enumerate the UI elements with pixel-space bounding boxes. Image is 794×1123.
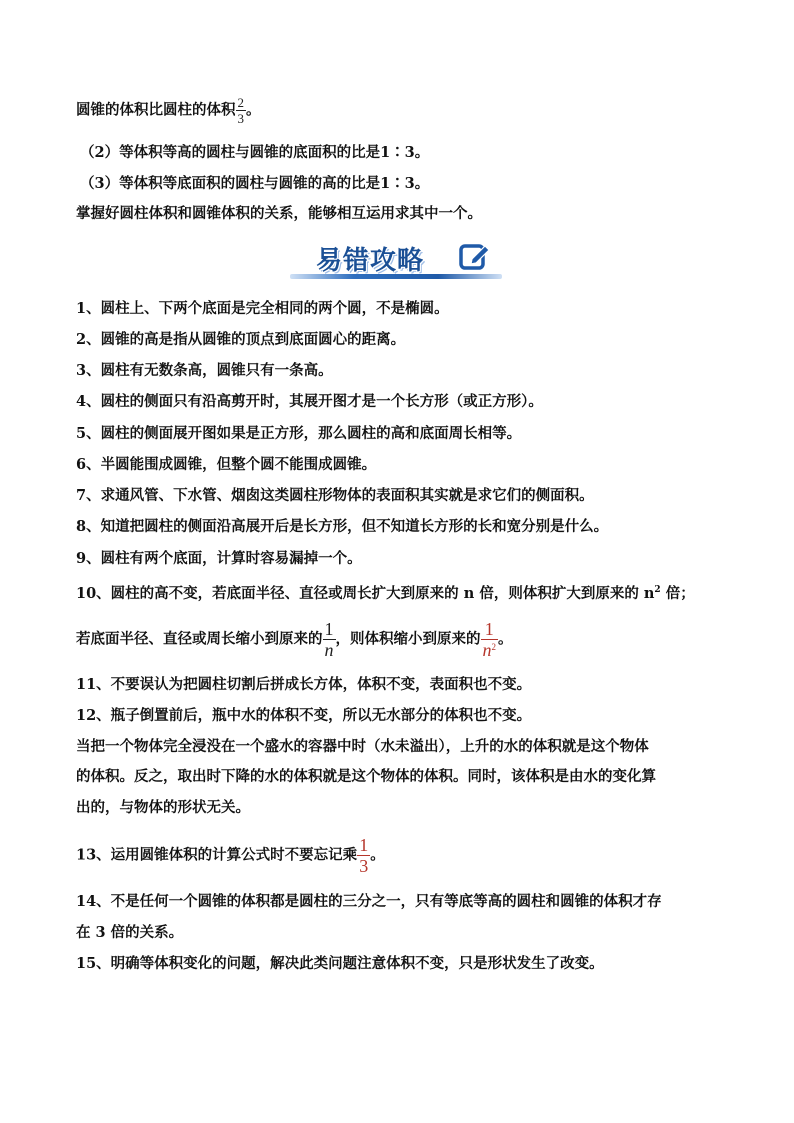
paragraph-12-line-2: 的体积。反之，取出时下降的水的体积就是这个物体的体积。同时，该体积是由水的变化算: [76, 768, 656, 785]
intro-line-1: 圆锥的体积比圆柱的体积 $\frac{2}{3}$ 。: [76, 95, 261, 126]
intro-line-4: 掌握好圆柱体积和圆锥体积的关系，能够相互运用求其中一个。: [76, 205, 482, 222]
list-item-11: 11、不要误认为把圆柱切割后拼成长方体，体积不变，表面积也不变。: [76, 676, 532, 693]
list-item-3: 3、圆柱有无数条高，圆锥只有一条高。: [76, 362, 333, 379]
intro-line-2: （2）等体积等高的圆柱与圆锥的底面积的比是1∶3。: [80, 144, 430, 161]
list-item-6: 6、半圆能围成圆锥，但整个圆不能围成圆锥。: [76, 456, 377, 473]
list-item-14-line-2: 在 3 倍的关系。: [76, 924, 184, 941]
list-item-2: 2、圆锥的高是指从圆锥的顶点到底面圆心的距离。: [76, 331, 406, 348]
section-banner: [290, 236, 502, 282]
paragraph-12-line-1: 当把一个物体完全浸没在一个盛水的容器中时（水未溢出），上升的水的体积就是这个物体: [76, 738, 649, 755]
banner-title: 易错攻略: [316, 246, 425, 276]
fraction-one-over-n-squared: $\frac{1}{n^2}$: [482, 619, 496, 660]
list-item-4: 4、圆柱的侧面只有沿高剪开时，其展开图才是一个长方形（或正方形）。: [76, 393, 543, 410]
list-item-14-line-1: 14、不是任何一个圆锥的体积都是圆柱的三分之一，只有等底等高的圆柱和圆锥的体积才存: [76, 893, 662, 910]
paragraph-12-line-3: 出的，与物体的形状无关。: [76, 799, 250, 816]
list-item-15: 15、明确等体积变化的问题，解决此类问题注意体积不变，只是形状发生了改变。: [76, 955, 604, 972]
list-item-13: 13、运用圆锥体积的计算公式时不要忘记乘 $\frac{1}{3}$ 。: [76, 835, 385, 876]
list-item-10-continued: 若底面半径、直径或周长缩小到原来的 $\frac{1}{n}$ ，则体积缩小到原来的 $\frac{1}{n^2}$ 。: [76, 619, 513, 660]
list-item-8: 8、知道把圆柱的侧面沿高展开后是长方形，但不知道长方形的长和宽分别是什么。: [76, 518, 609, 535]
intro-line-3: （3）等体积等底面积的圆柱与圆锥的高的比是1∶3。: [80, 175, 430, 192]
list-item-9: 9、圆柱有两个底面，计算时容易漏掉一个。: [76, 550, 362, 567]
list-item-5: 5、圆柱的侧面展开图如果是正方形，那么圆柱的高和底面周长相等。: [76, 425, 522, 442]
list-item-10: 10、圆柱的高不变，若底面半径、直径或周长扩大到原来的 n 倍，则体积扩大到原来的 $n^2$ 倍；: [76, 585, 695, 602]
edit-pencil-icon: [458, 240, 490, 272]
fraction-one-over-n: $\frac{1}{n}$: [324, 619, 334, 660]
list-item-7: 7、求通风管、下水管、烟囱这类圆柱形物体的表面积其实就是求它们的侧面积。: [76, 487, 594, 504]
fraction-two-thirds: $\frac{2}{3}$: [237, 95, 244, 126]
intro-line-1-text: 圆锥的体积比圆柱的体积: [76, 101, 236, 119]
list-item-1: 1、圆柱上、下两个底面是完全相同的两个圆，不是椭圆。: [76, 300, 449, 317]
fraction-one-third: $\frac{1}{3}$: [359, 835, 369, 876]
list-item-12: 12、瓶子倒置前后，瓶中水的体积不变，所以无水部分的体积也不变。: [76, 707, 532, 724]
